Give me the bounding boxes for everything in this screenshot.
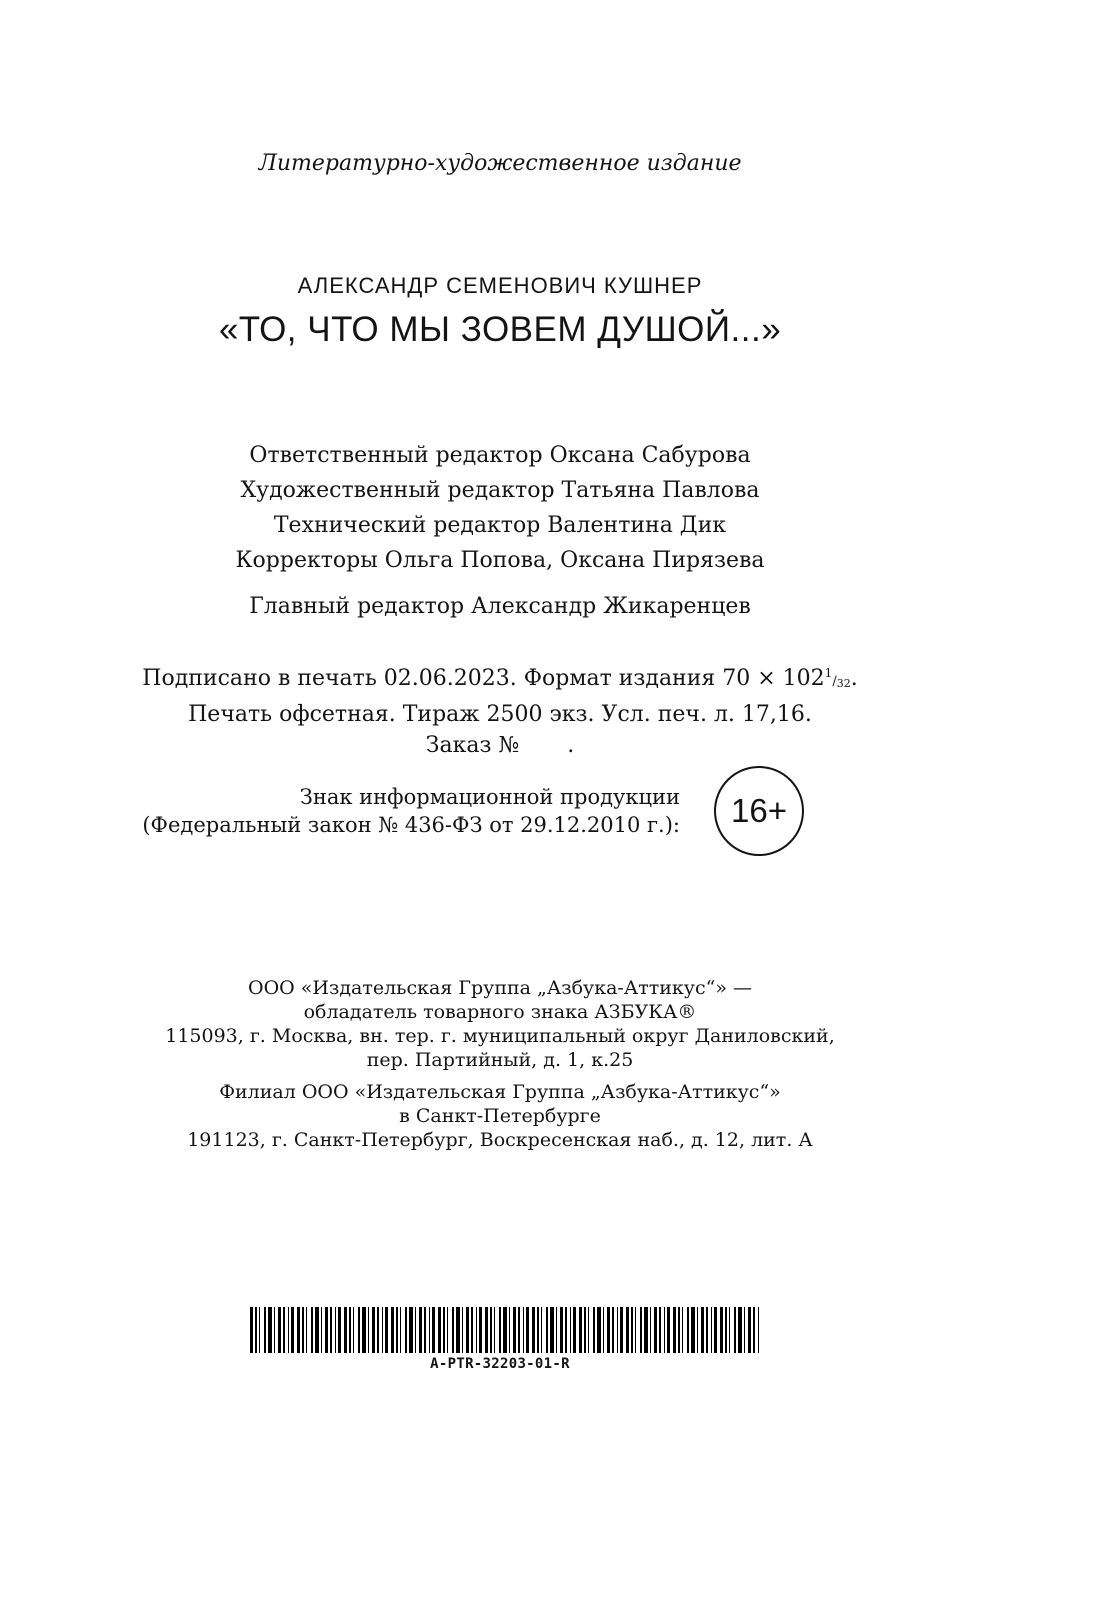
info-sign-text — [120, 783, 680, 839]
barcode-bar — [682, 1307, 683, 1353]
barcode-bar — [556, 1307, 557, 1353]
barcode-bar — [419, 1307, 422, 1353]
barcode-bar — [325, 1307, 328, 1353]
barcode-bar — [617, 1307, 618, 1353]
barcode-bar — [330, 1307, 332, 1353]
barcode-bar — [588, 1307, 589, 1353]
branch-address: 191123, г. Санкт-Петербург, Воскресенская наб., д. 12, лит. А — [187, 1129, 813, 1151]
barcode-bar — [706, 1307, 708, 1353]
book-title: «ТО, ЧТО МЫ ЗОВЕМ ДУШОЙ...» — [218, 310, 782, 349]
barcode-bar — [278, 1307, 281, 1353]
barcode-bar — [353, 1307, 354, 1353]
barcode-bar — [259, 1307, 260, 1353]
barcode-bar — [349, 1307, 351, 1353]
barcode-bar — [758, 1307, 759, 1353]
barcode-bar — [513, 1307, 516, 1353]
barcode-bar — [654, 1307, 657, 1353]
barcode-bar — [635, 1307, 636, 1353]
barcode-bar — [424, 1307, 426, 1353]
edition-type: Литературно-художественное издание — [258, 151, 742, 176]
barcode-bar — [687, 1307, 689, 1353]
fraction-slash: / — [832, 674, 837, 689]
barcode-bar — [518, 1307, 520, 1353]
barcode-bar — [362, 1307, 366, 1353]
technical-editor: Технический редактор Валентина Дик — [273, 513, 727, 538]
barcode — [250, 1307, 760, 1353]
barcode-bar — [729, 1307, 730, 1353]
barcode-bar — [734, 1307, 736, 1353]
barcode-bar — [603, 1307, 604, 1353]
barcode-bar — [664, 1307, 665, 1353]
age-rating-badge: 16+ — [714, 766, 804, 856]
barcode-bar — [471, 1307, 473, 1353]
barcode-bar — [659, 1307, 661, 1353]
barcode-bar — [452, 1307, 454, 1353]
barcode-bar — [466, 1307, 469, 1353]
barcode-bar — [701, 1307, 704, 1353]
barcode-bar — [447, 1307, 448, 1353]
barcode-bar — [537, 1307, 539, 1353]
barcode-bar — [250, 1307, 253, 1353]
barcode-bar — [321, 1307, 322, 1353]
barcode-bar — [494, 1307, 495, 1353]
publisher-spacer — [0, 1072, 1000, 1080]
barcode-bar — [438, 1307, 441, 1353]
barcode-bar — [391, 1307, 394, 1353]
barcode-bar — [579, 1307, 582, 1353]
barcode-bar — [711, 1307, 712, 1353]
publisher-address: пер. Партийный, д. 1, к.25 — [366, 1049, 634, 1071]
barcode-bar — [546, 1307, 548, 1353]
print-date-format: Подписано в печать 02.06.2023. Формат издания 70 × 102 — [142, 666, 825, 691]
barcode-bar — [485, 1307, 488, 1353]
barcode-bar — [358, 1307, 360, 1353]
barcode-bar — [264, 1307, 266, 1353]
barcode-bar — [432, 1307, 435, 1353]
barcode-bar — [344, 1307, 347, 1353]
barcode-bar — [584, 1307, 586, 1353]
barcode-bar — [372, 1307, 375, 1353]
barcode-bar — [744, 1307, 745, 1353]
barcode-bar — [593, 1307, 595, 1353]
barcode-bar — [678, 1307, 680, 1353]
barcode-bar — [382, 1307, 383, 1353]
barcode-bar — [532, 1307, 535, 1353]
barcode-bar — [255, 1307, 257, 1353]
barcode-bar — [409, 1307, 413, 1353]
barcode-bar — [720, 1307, 723, 1353]
barcode-bar — [748, 1307, 751, 1353]
barcode-bar — [697, 1307, 698, 1353]
barcode-bar — [560, 1307, 563, 1353]
barcode-bar — [335, 1307, 336, 1353]
barcode-bar — [667, 1307, 670, 1353]
barcode-bar — [640, 1307, 642, 1353]
barcode-bar — [377, 1307, 379, 1353]
barcode-bar — [385, 1307, 388, 1353]
barcode-bar — [291, 1307, 294, 1353]
barcode-bar — [650, 1307, 651, 1353]
barcode-bar — [597, 1307, 601, 1353]
fraction-numerator: 1 — [824, 666, 833, 680]
branch-line: в Санкт-Петербурге — [399, 1105, 601, 1127]
barcode-bar — [368, 1307, 369, 1353]
barcode-bar — [691, 1307, 695, 1353]
art-editor: Художественный редактор Татьяна Павлова — [240, 478, 760, 503]
barcode-bar — [283, 1307, 285, 1353]
barcode-bar — [541, 1307, 542, 1353]
order-period: . — [567, 733, 575, 758]
barcode-bar — [526, 1307, 529, 1353]
info-sign-line-2: (Федеральный закон № 436-ФЗ от 29.12.2010 г.): — [142, 813, 680, 837]
barcode-bar — [462, 1307, 463, 1353]
format-period: . — [850, 666, 858, 691]
barcode-bar — [405, 1307, 407, 1353]
barcode-bar — [573, 1307, 576, 1353]
barcode-bar — [306, 1307, 307, 1353]
info-sign-line-1: Знак информационной продукции — [299, 785, 680, 809]
barcode-bar — [415, 1307, 416, 1353]
barcode-bar — [725, 1307, 727, 1353]
format-fraction — [824, 666, 851, 690]
barcode-bar — [400, 1307, 401, 1353]
barcode-bar — [753, 1307, 755, 1353]
responsible-editor: Ответственный редактор Оксана Сабурова — [249, 443, 751, 468]
order-label: Заказ № — [425, 733, 520, 758]
barcode-bar — [550, 1307, 554, 1353]
barcode-bar — [738, 1307, 742, 1353]
barcode-bar — [456, 1307, 460, 1353]
author-name: АЛЕКСАНДР СЕМЕНОВИЧ КУШНЕР — [297, 273, 703, 298]
print-line-format — [0, 658, 1000, 699]
barcode-code: A-PTR-32203-01-R — [430, 1356, 570, 1372]
barcode-bar — [503, 1307, 507, 1353]
barcode-bar — [396, 1307, 398, 1353]
branch-line: Филиал ООО «Издательская Группа „Азбука-Аттикус“» — [219, 1081, 781, 1103]
barcode-bar — [476, 1307, 477, 1353]
chief-editor: Главный редактор Александр Жикаренцев — [249, 594, 751, 619]
print-details — [0, 658, 1000, 761]
barcode-bar — [315, 1307, 319, 1353]
barcode-bar — [302, 1307, 304, 1353]
publisher-line: обладатель товарного знака АЗБУКА® — [303, 1001, 697, 1023]
print-line-order — [0, 730, 1000, 761]
editorial-staff — [0, 438, 1000, 578]
barcode-bar — [626, 1307, 629, 1353]
publisher-address: 115093, г. Москва, вн. тер. г. муниципальный округ Даниловский, — [165, 1025, 835, 1047]
barcode-bar — [297, 1307, 300, 1353]
barcode-bar — [631, 1307, 633, 1353]
barcode-bar — [274, 1307, 275, 1353]
barcode-bar — [644, 1307, 648, 1353]
barcode-bar — [268, 1307, 272, 1353]
barcode-bar — [612, 1307, 614, 1353]
barcode-bar — [620, 1307, 623, 1353]
barcode-bar — [523, 1307, 524, 1353]
barcode-bar — [607, 1307, 610, 1353]
publisher-info — [0, 976, 1000, 1152]
barcode-bar — [338, 1307, 341, 1353]
barcode-bar — [673, 1307, 676, 1353]
barcode-bar — [509, 1307, 510, 1353]
barcode-bar — [429, 1307, 430, 1353]
barcode-bar — [311, 1307, 313, 1353]
print-line-run: Печать офсетная. Тираж 2500 экз. Усл. печ. л. 17,16. — [188, 702, 812, 727]
barcode-bar — [570, 1307, 571, 1353]
barcode-bar — [499, 1307, 501, 1353]
barcode-bar — [714, 1307, 717, 1353]
proofreaders: Корректоры Ольга Попова, Оксана Пирязева — [235, 548, 765, 573]
publisher-line: ООО «Издательская Группа „Азбука-Аттикус“» — — [248, 977, 752, 999]
barcode-bar — [490, 1307, 492, 1353]
barcode-bar — [565, 1307, 567, 1353]
barcode-bar — [443, 1307, 445, 1353]
barcode-bar — [288, 1307, 289, 1353]
barcode-bar — [479, 1307, 482, 1353]
fraction-denominator: 32 — [836, 677, 851, 690]
